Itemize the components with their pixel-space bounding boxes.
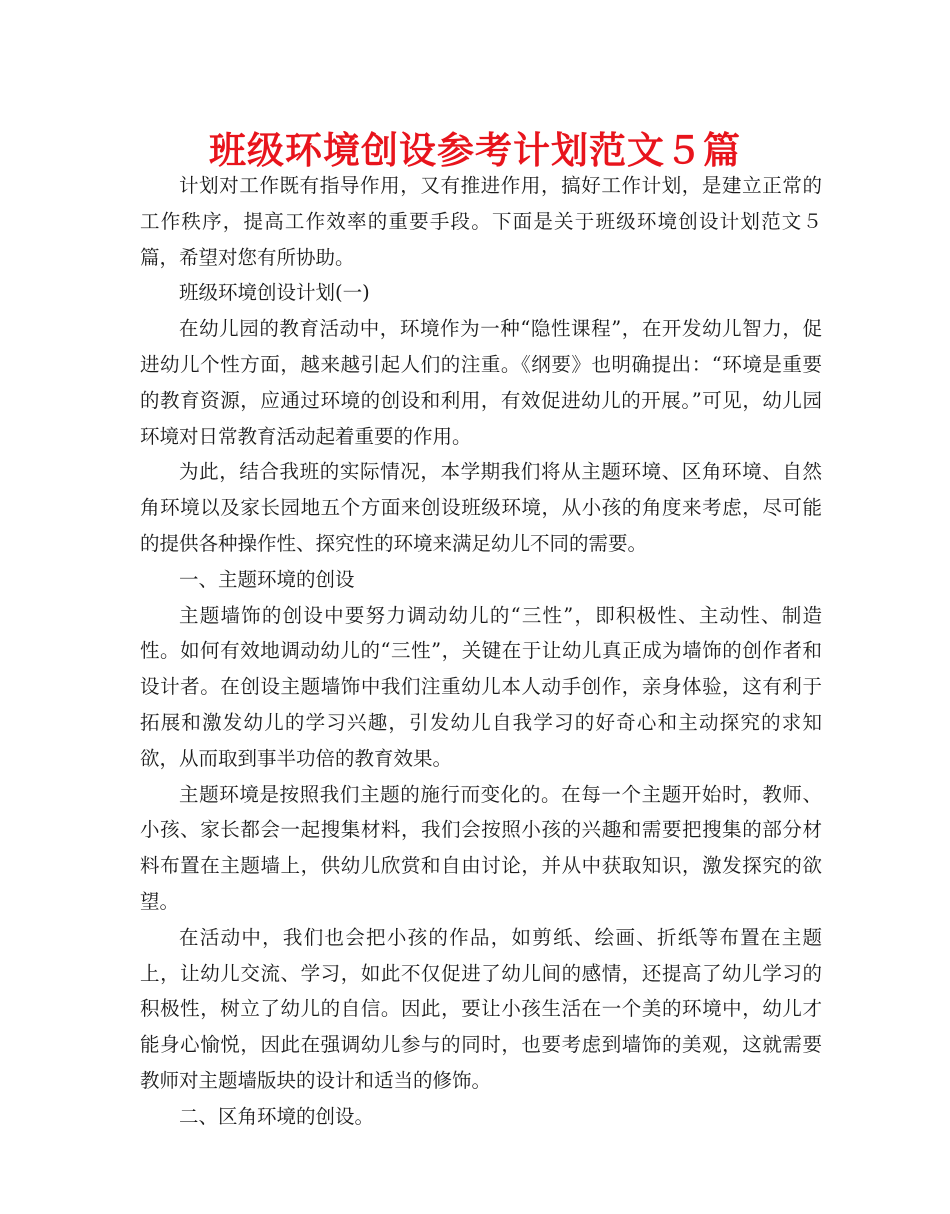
paragraph-section-two-heading: 二、区角环境的创设。 bbox=[179, 1104, 375, 1128]
paragraph-section-one-heading: 一、主题环境的创设 bbox=[179, 567, 355, 591]
paragraph-theme-environment: 主题环境是按照我们主题的施行而变化的。在每一个主题开始时，教师、小孩、家长都会一起搜集材料，我们会按照小孩的兴趣和需要把搜集的部分材料布置在主题墙上，供幼儿欣赏和自由讨论，并从中获取知识，激发探究的欲望。 bbox=[140, 782, 822, 913]
paragraph-intro: 计划对工作既有指导作用，又有推进作用，搞好工作计划，是建立正常的工作秩序，提高工作效率的重要手段。下面是关于班级环境创设计划范文５篇，希望对您有所协助。 bbox=[140, 174, 822, 269]
paragraph-plan-overview: 为此，结合我班的实际情况，本学期我们将从主题环境、区角环境、自然角环境以及家长园地五个方面来创设班级环境，从小孩的角度来考虑，尽可能的提供各种操作性、探究性的环境来满足幼儿不同的需要。 bbox=[140, 460, 822, 555]
paragraph-activity-works: 在活动中，我们也会把小孩的作品，如剪纸、绘画、折纸等布置在主题上，让幼儿交流、学习，如此不仅促进了幼儿间的感情，还提高了幼儿学习的积极性，树立了幼儿的自信。因此，要让小孩生活在一个美的环境中，幼儿才能身心愉悦，因此在强调幼儿参与的同时，也要考虑到墙饰的美观，这就需要教师对主题墙版块的设计和适当的修饰。 bbox=[140, 925, 822, 1092]
paragraph-plan-heading: 班级环境创设计划(一) bbox=[179, 281, 370, 305]
paragraph-environment-importance: 在幼儿园的教育活动中，环境作为一种“隐性课程”，在开发幼儿智力，促进幼儿个性方面，越来越引起人们的注重。《纲要》也明确提出：“环境是重要的教育资源，应通过环境的创设和利用，有效促进幼儿的开展。”可见，幼儿园环境对日常教育活动起着重要的作用。 bbox=[140, 317, 822, 448]
document-title: 班级环境创设参考计划范文５篇 bbox=[209, 129, 741, 172]
document-body bbox=[140, 168, 822, 1135]
paragraph-theme-wall: 主题墙饰的创设中要努力调动幼儿的“三性”，即积极性、主动性、制造性。如何有效地调动幼儿的“三性”，关键在于让幼儿真正成为墙饰的创作者和设计者。在创设主题墙饰中我们注重幼儿本人动手创作，亲身体验，这有利于拓展和激发幼儿的学习兴趣，引发幼儿自我学习的好奇心和主动探究的求知欲，从而取到事半功倍的教育效果。 bbox=[140, 603, 822, 770]
